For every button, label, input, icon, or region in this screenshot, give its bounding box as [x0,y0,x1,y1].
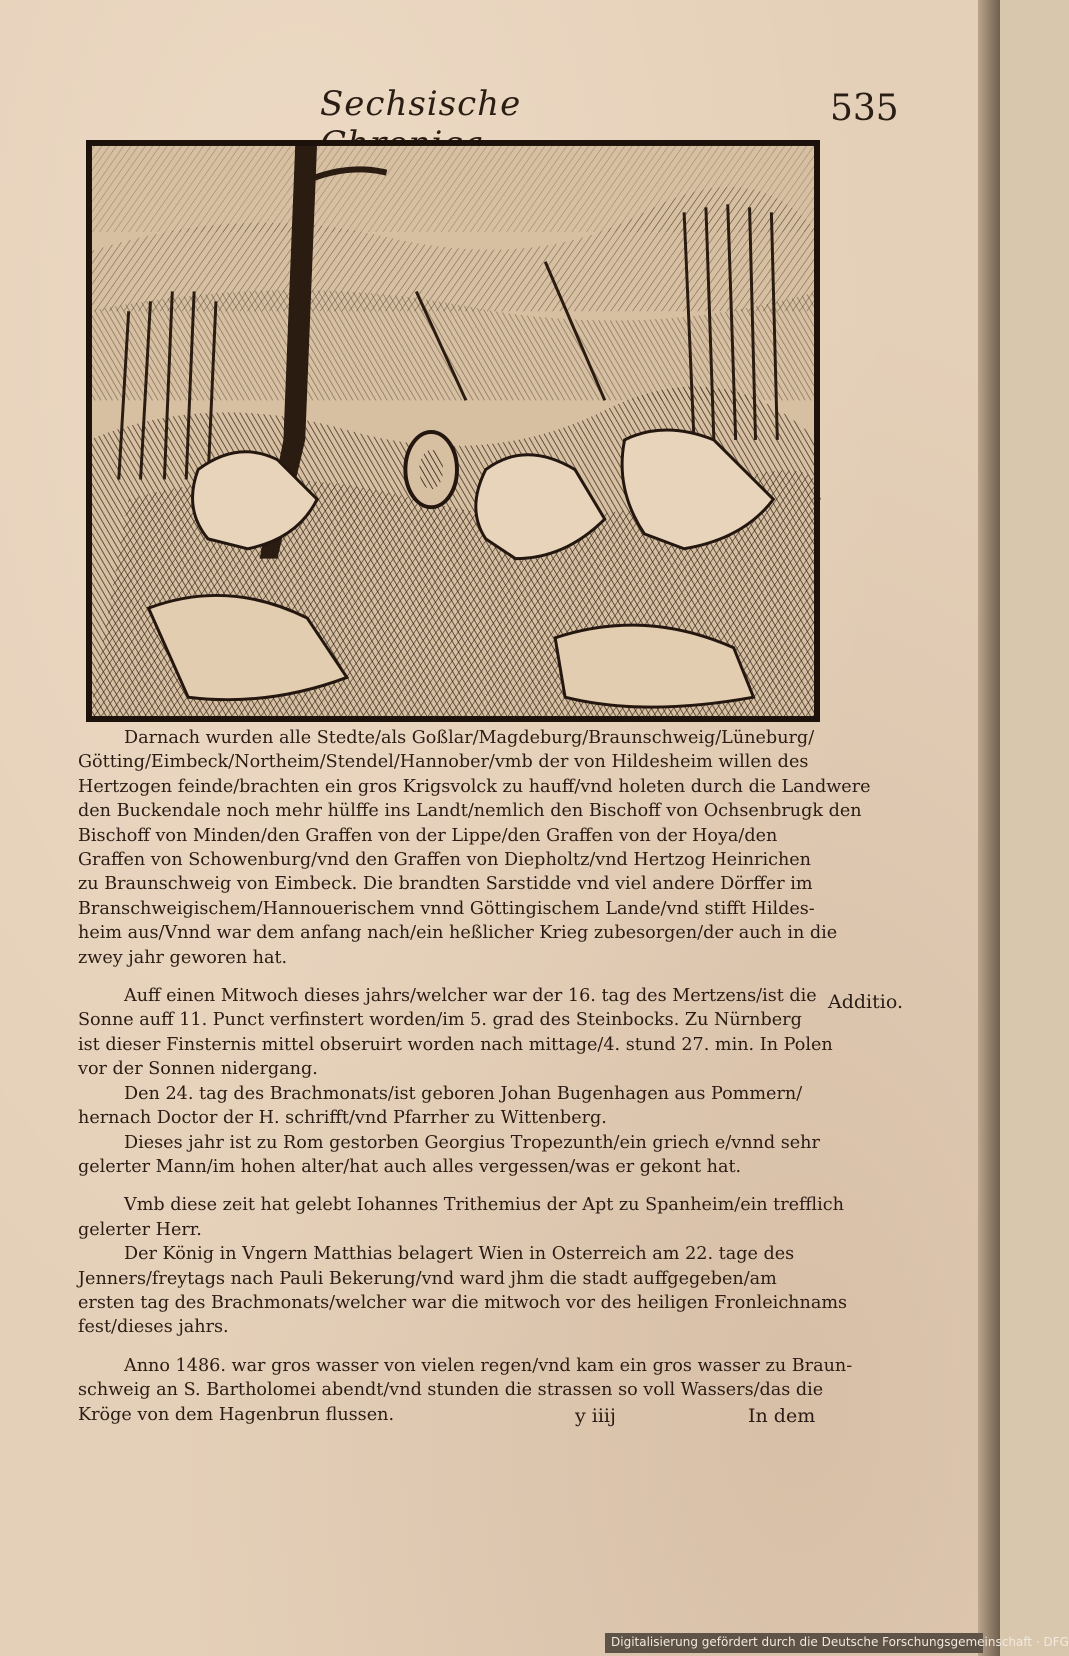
paragraph-tropezunth [78,1131,828,1180]
text-line: fest/dieses jahrs. [78,1317,229,1338]
text-line: Sonne auff 11. Punct verfinstert worden/im 5. grad des Steinbocks. Zu Nürnberg [78,1010,802,1031]
text-line: ersten tag des Brachmonats/welcher war die mitwoch vor des heiligen Fronleichnams [78,1292,848,1313]
text-line: Jenners/freytags nach Pauli Bekerung/vnd ward jhm die stadt auffgegeben/am [78,1268,777,1289]
catchword: In dem [748,1405,816,1427]
text-line: Vmb diese zeit hat gelebt Iohannes Trithemius der Apt zu Spanheim/ein trefflich [124,1195,844,1216]
text-line: Kröge von dem Hagenbrun flussen. [78,1404,395,1425]
text-line: Dieses jahr ist zu Rom gestorben Georgius Tropezunth/ein griech e/vnnd sehr [124,1132,820,1153]
text-line: Auff einen Mitwoch dieses jahrs/welcher war der 16. tag des Mertzens/ist die [124,986,817,1007]
text-line: Graffen von Schowenburg/vnd den Graffen von Diepholtz/vnd Hertzog Heinrichen [78,850,812,871]
text-line: gelerter Herr. [78,1219,202,1240]
text-line: Darnach wurden alle Stedte/als Goßlar/Magdeburg/Braunschweig/Lüneburg/ [124,728,815,748]
marginal-note: Additio. [828,991,903,1013]
text-line: zu Braunschweig von Eimbeck. Die brandten Sarstidde vnd viel andere Dörffer im [78,874,813,895]
text-line: Der König in Vngern Matthias belagert Wien in Osterreich am 22. tage des [124,1244,795,1265]
book-spine-edge [978,0,1000,1656]
page-number: 535 [830,88,899,129]
paragraph-eclipse [78,984,833,1082]
paragraph-flood [78,1354,853,1427]
text-line: Branschweigischem/Hannouerischem vnnd Göttingischem Lande/vnd stifft Hildes- [78,898,815,919]
digitization-credit: Digitalisierung gefördert durch die Deutsche Forschungsgemeinschaft · DFG [605,1633,983,1653]
paragraph-cities-war [78,726,871,970]
paragraph-matthias [78,1242,848,1340]
paragraph-trithemius [78,1193,844,1242]
text-line: zwey jahr geworen hat. [78,947,288,968]
signature-mark: y iiij [575,1405,616,1427]
text-line: den Buckendale noch mehr hülffe ins Landt/nemlich den Bischoff von Ochsenbrugk den [78,801,862,822]
text-line: schweig an S. Bartholomei abendt/vnd stunden die strassen so voll Wassers/das die [78,1380,824,1401]
text-line: heim aus/Vnnd war dem anfang nach/ein heßlicher Krieg zubesorgen/der auch in die [78,923,838,944]
paragraph-bugenhagen [78,1082,828,1131]
text-line: gelerter Mann/im hohen alter/hat auch alles vergessen/was er gekont hat. [78,1156,742,1177]
text-line: Den 24. tag des Brachmonats/ist geboren Johan Bugenhagen aus Pommern/ [124,1083,803,1104]
woodcut-illustration [86,140,820,722]
text-line: Bischoff von Minden/den Graffen von der Lippe/den Graffen von der Hoya/den [78,825,778,846]
text-line: vor der Sonnen nidergang. [78,1059,318,1080]
text-line: ist dieser Finsternis mittel obseruirt worden nach mittage/4. stund 27. min. In Polen [78,1034,833,1055]
battle-scene-woodcut [89,143,817,719]
running-title: Sechsische [320,84,522,124]
text-line: Götting/Eimbeck/Northeim/Stendel/Hannober/vmb der von Hildesheim willen des [78,752,809,773]
text-line: Anno 1486. war gros wasser von vielen regen/vnd kam ein gros wasser zu Braun- [124,1355,853,1376]
text-line: hernach Doctor der H. schrifft/vnd Pfarrher zu Wittenberg. [78,1108,607,1129]
text-line: Hertzogen feinde/brachten ein gros Krigsvolck zu hauff/vnd holeten durch die Landwere [78,776,871,797]
